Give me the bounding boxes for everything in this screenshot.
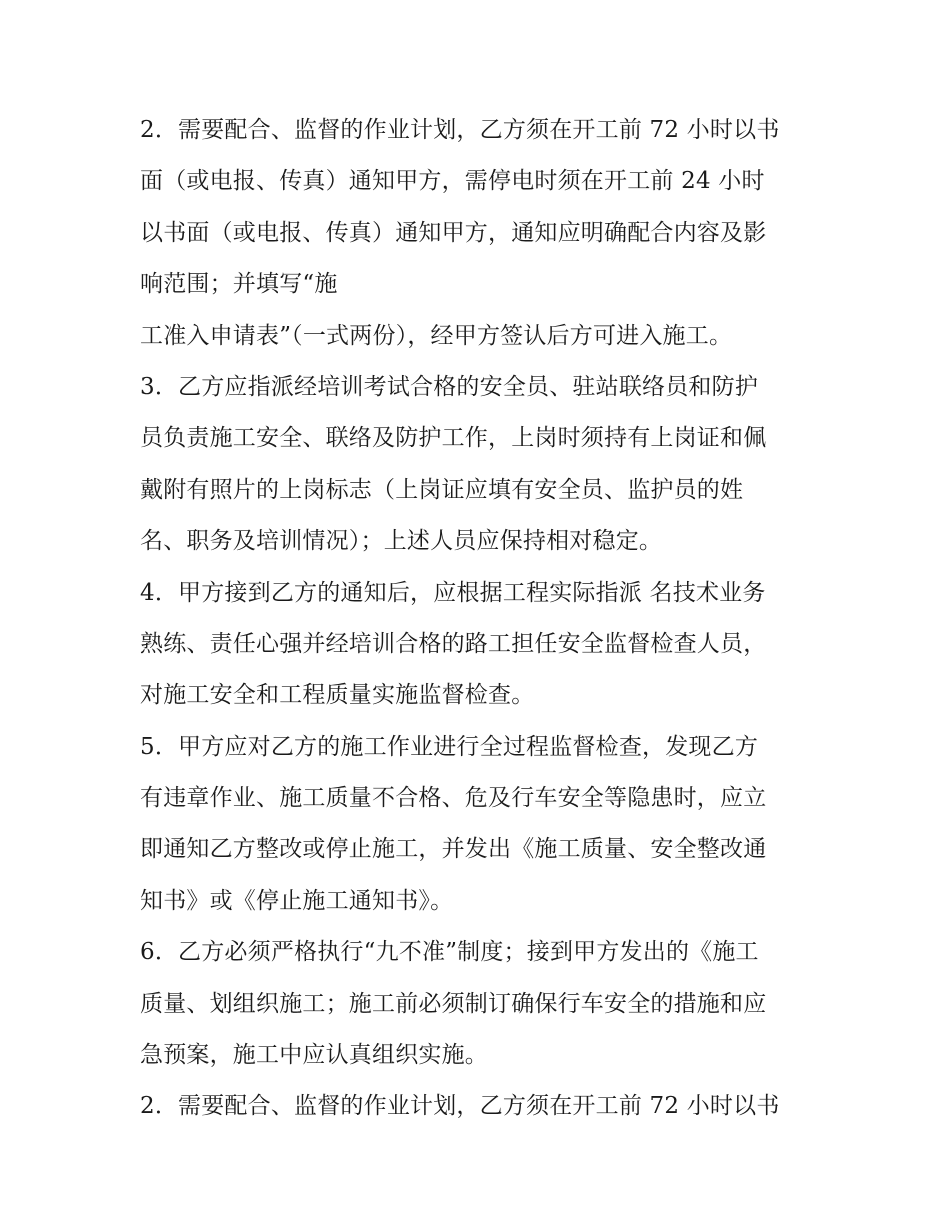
text-line: 6．乙方必须严格执行“九不准”制度；接到甲方发出的《施工 [140, 939, 759, 966]
text-line: 质量、划组织施工；施工前必须制订确保行车安全的措施和应 [140, 990, 767, 1017]
text-line: 面（或电报、传真）通知甲方，需停电时须在开工前 24 小时 [140, 168, 765, 195]
text-line: 名、职务及培训情况）；上述人员应保持相对稳定。 [140, 528, 663, 555]
text-line: 知书》或《停止施工通知书》。 [140, 887, 454, 914]
text-line: 员负责施工安全、联络及防护工作，上岗时须持有上岗证和佩 [140, 425, 767, 452]
text-line: 3．乙方应指派经培训考试合格的安全员、驻站联络员和防护 [140, 373, 759, 400]
document-body [140, 105, 820, 1133]
text-line: 对施工安全和工程质量实施监督检查。 [140, 682, 535, 709]
text-line: 2．需要配合、监督的作业计划，乙方须在开工前 72 小时以书 [140, 117, 780, 143]
text-line: 以书面（或电报、传真）通知甲方，通知应明确配合内容及影 [140, 219, 767, 246]
text-line: 熟练、责任心强并经培训合格的路工担任安全监督检查人员， [140, 630, 767, 657]
text-line: 响范围；并填写“施 [140, 271, 338, 298]
text-line: 戴附有照片的上岗标志（上岗证应填有安全员、监护员的姓 [140, 476, 744, 503]
text-line: 有违章作业、施工质量不合格、危及行车安全等隐患时，应立 [140, 785, 767, 812]
text-line: 5．甲方应对乙方的施工作业进行全过程监督检查，发现乙方 [140, 733, 759, 760]
text-line: 即通知乙方整改或停止施工，并发出《施工质量、安全整改通 [140, 836, 767, 863]
text-line: 2．需要配合、监督的作业计划，乙方须在开工前 72 小时以书 [140, 1093, 780, 1120]
text-line: 4．甲方接到乙方的通知后，应根据工程实际指派 名技术业务 [140, 579, 766, 606]
text-line: 工准入申请表”（一式两份），经甲方签认后方可进入施工。 [140, 322, 733, 349]
text-line: 急预案，施工中应认真组织实施。 [140, 1042, 488, 1069]
